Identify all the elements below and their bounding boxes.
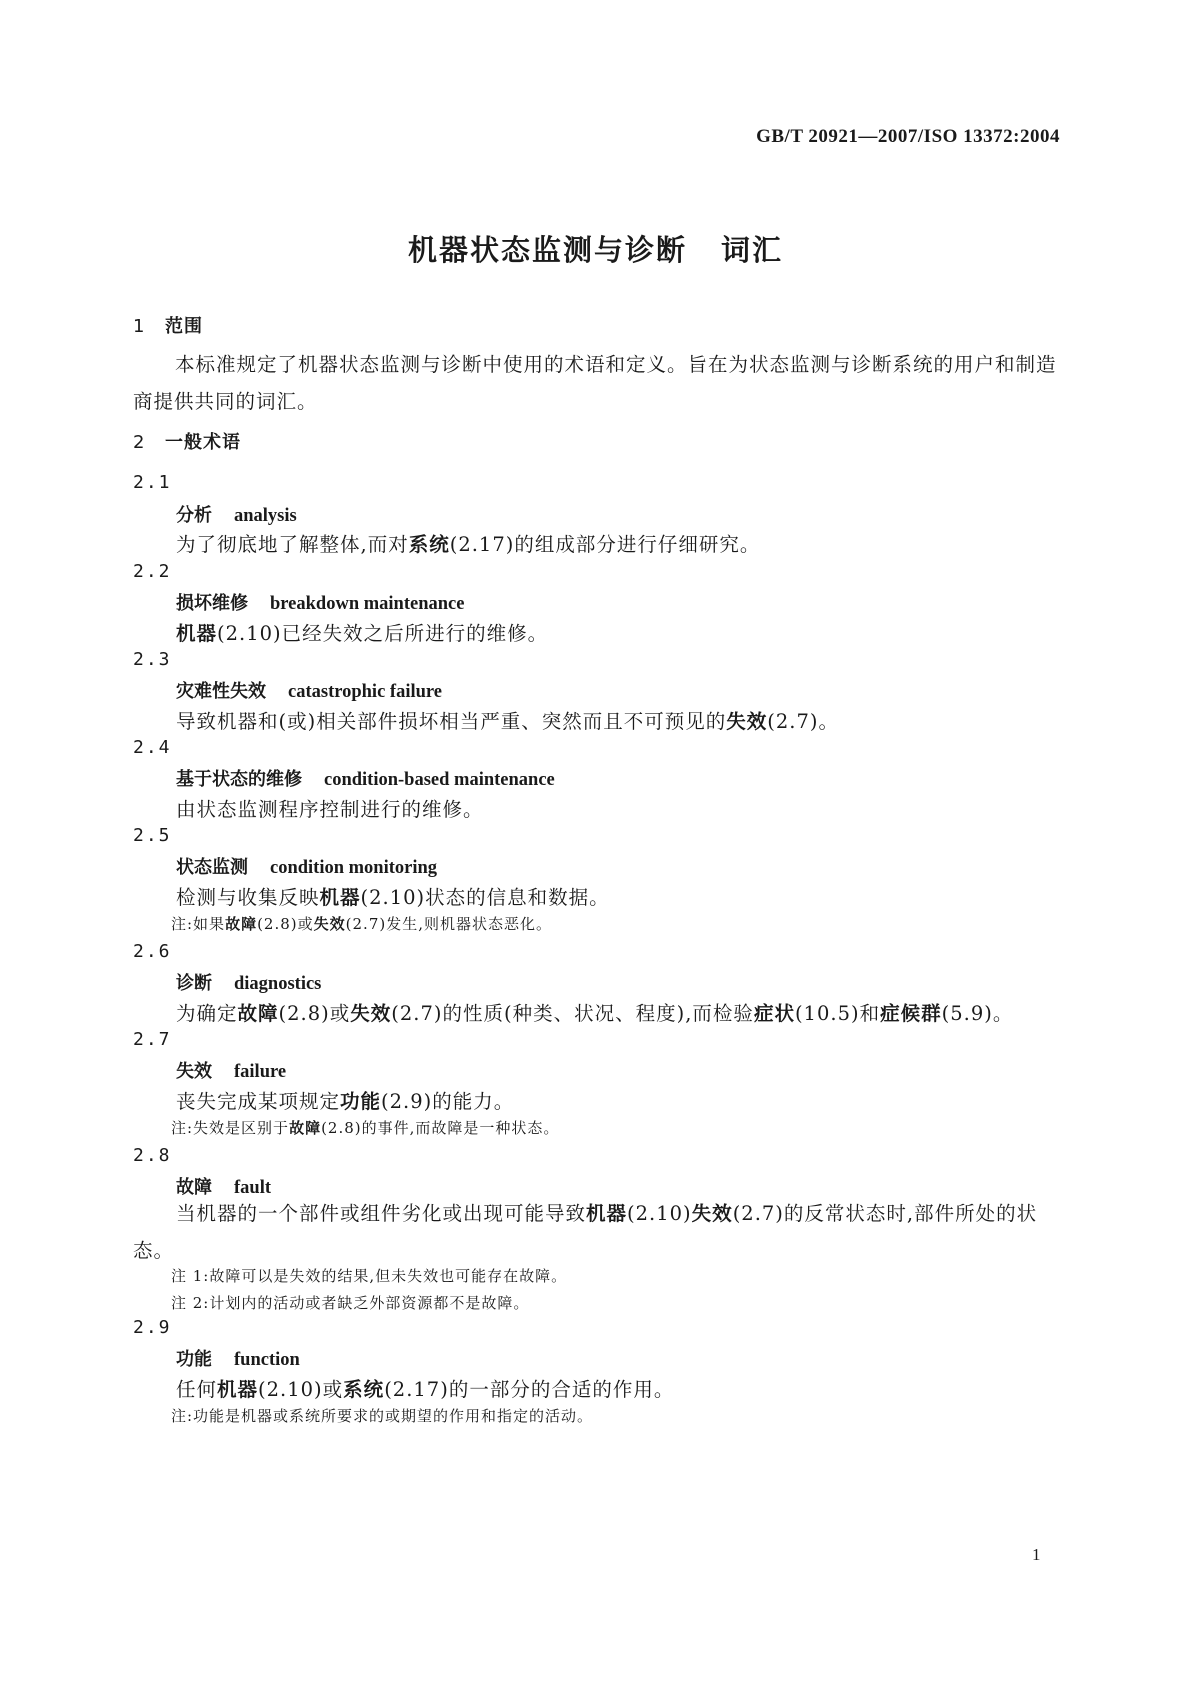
scope-paragraph: 本标准规定了机器状态监测与诊断中使用的术语和定义。旨在为状态监测与诊断系统的用户和制造商提供共同的词汇。 [133, 353, 1057, 413]
title-sub: 词汇 [721, 233, 784, 267]
def-text: (2.17)的一部分的合适的作用。 [384, 1378, 675, 1401]
term-en: failure [234, 1062, 287, 1082]
def-text: (2.7)的性质(种类、状况、程度),而检验 [391, 1002, 754, 1025]
term-note: 注:功能是机器或系统所要求的或期望的作用和指定的活动。 [171, 1407, 594, 1425]
def-ref-term: 系统 [408, 533, 450, 556]
def-text: 丧失完成某项规定 [176, 1090, 341, 1113]
note-text: 注:失效是区别于 [171, 1119, 290, 1137]
def-ref-term: 功能 [340, 1090, 382, 1113]
note-text: (2.8)的事件,而故障是一种状态。 [321, 1119, 560, 1137]
section-number: 2 [133, 432, 146, 453]
def-ref-term: 机器 [176, 622, 218, 645]
section-number: 1 [133, 316, 146, 337]
note-text: 注:如果 [171, 915, 226, 933]
def-text: 导致机器和(或)相关部件损坏相当严重、突然而且不可预见的 [176, 710, 727, 733]
def-text: (10.5)和 [794, 1002, 881, 1025]
clause-number: 2.9 [133, 1317, 172, 1338]
term-en: function [234, 1350, 300, 1370]
term-note [171, 913, 1061, 934]
term-zh: 诊断 [176, 973, 212, 994]
term-heading [176, 501, 297, 527]
def-ref-term: 机器 [586, 1202, 628, 1225]
clause-number: 2.6 [133, 941, 172, 962]
term-zh: 状态监测 [176, 857, 248, 878]
term-en: diagnostics [234, 974, 322, 994]
def-text: (2.10)已经失效之后所进行的维修。 [217, 622, 549, 645]
term-en: catastrophic failure [288, 682, 442, 702]
term-zh: 失效 [176, 1061, 212, 1082]
def-ref-term: 症候群 [880, 1002, 942, 1025]
def-ref-term: 机器 [217, 1378, 259, 1401]
term-definition [176, 1086, 1066, 1114]
def-text: (2.10)或 [258, 1378, 344, 1401]
term-zh: 分析 [176, 505, 212, 526]
def-ref-term: 故障 [237, 1002, 279, 1025]
term-definition [176, 998, 1066, 1026]
term-heading [176, 853, 437, 879]
term-note [171, 1117, 1061, 1138]
term-definition [176, 618, 1066, 646]
def-ref-term: 症状 [753, 1002, 795, 1025]
title-main: 机器状态监测与诊断 [407, 233, 687, 267]
term-en: condition-based maintenance [324, 770, 555, 790]
term-definition [176, 794, 1066, 822]
clause-number: 2.7 [133, 1029, 172, 1050]
def-text: 为了彻底地了解整体,而对 [176, 533, 409, 556]
term-heading [176, 1057, 286, 1083]
def-ref-term: 系统 [343, 1378, 385, 1401]
def-text: (2.7)的反常状态时,部件所处的状态。 [133, 1202, 1038, 1262]
term-heading [176, 969, 321, 995]
term-note-2: 注 2:计划内的活动或者缺乏外部资源都不是故障。 [171, 1294, 530, 1312]
def-ref-term: 机器 [319, 886, 361, 909]
term-heading [176, 677, 442, 703]
term-zh: 功能 [176, 1349, 212, 1370]
term-zh: 基于状态的维修 [176, 769, 302, 790]
section-heading-scope [133, 312, 203, 338]
def-text: (2.10)状态的信息和数据。 [360, 886, 610, 909]
clause-number: 2.1 [133, 472, 172, 493]
def-text: (5.9)。 [941, 1002, 1014, 1025]
term-heading [176, 589, 464, 615]
note-ref-term: 故障 [225, 915, 258, 933]
term-heading [176, 765, 555, 791]
def-text: (2.8)或 [278, 1002, 351, 1025]
def-ref-term: 失效 [350, 1002, 392, 1025]
standard-code: GB/T 20921—2007/ISO 13372:2004 [756, 126, 1060, 147]
clause-number: 2.5 [133, 825, 172, 846]
term-definition [176, 1374, 1066, 1402]
def-text: 检测与收集反映 [176, 886, 320, 909]
clause-number: 2.2 [133, 561, 172, 582]
note-text: (2.7)发生,则机器状态恶化。 [345, 915, 552, 933]
def-text: 为确定 [176, 1002, 238, 1025]
term-en: breakdown maintenance [270, 594, 465, 614]
note-ref-term: 故障 [289, 1119, 322, 1137]
def-text: (2.10) [627, 1202, 692, 1225]
def-text: 任何 [176, 1378, 218, 1401]
term-definition [176, 882, 1066, 910]
document-title [0, 228, 1191, 269]
term-en: fault [234, 1178, 271, 1198]
term-en: condition monitoring [270, 858, 438, 878]
def-text: 当机器的一个部件或组件劣化或出现可能导致 [176, 1202, 587, 1225]
term-note-1: 注 1:故障可以是失效的结果,但未失效也可能存在故障。 [171, 1267, 568, 1285]
note-ref-term: 失效 [313, 915, 346, 933]
def-text: (2.7)。 [767, 710, 839, 733]
clause-number: 2.3 [133, 649, 172, 670]
note-text: (2.8)或 [257, 915, 314, 933]
clause-number: 2.8 [133, 1145, 172, 1166]
clause-number: 2.4 [133, 737, 172, 758]
def-ref-term: 失效 [691, 1202, 733, 1225]
term-zh: 损坏维修 [176, 593, 248, 614]
section-title: 一般术语 [165, 432, 241, 453]
term-zh: 故障 [176, 1177, 212, 1198]
term-definition [133, 1195, 1063, 1269]
page-number: 1 [1032, 1545, 1041, 1564]
term-heading [176, 1345, 300, 1371]
def-ref-term: 失效 [726, 710, 768, 733]
def-text: (2.9)的能力。 [381, 1090, 515, 1113]
def-text: 由状态监测程序控制进行的维修。 [176, 798, 484, 821]
def-text: (2.17)的组成部分进行仔细研究。 [449, 533, 761, 556]
term-definition [176, 706, 1066, 734]
term-definition [176, 529, 1066, 557]
section-heading-general-terms [133, 428, 241, 454]
term-en: analysis [234, 506, 297, 526]
section-title: 范围 [165, 316, 203, 337]
term-zh: 灾难性失效 [176, 681, 266, 702]
